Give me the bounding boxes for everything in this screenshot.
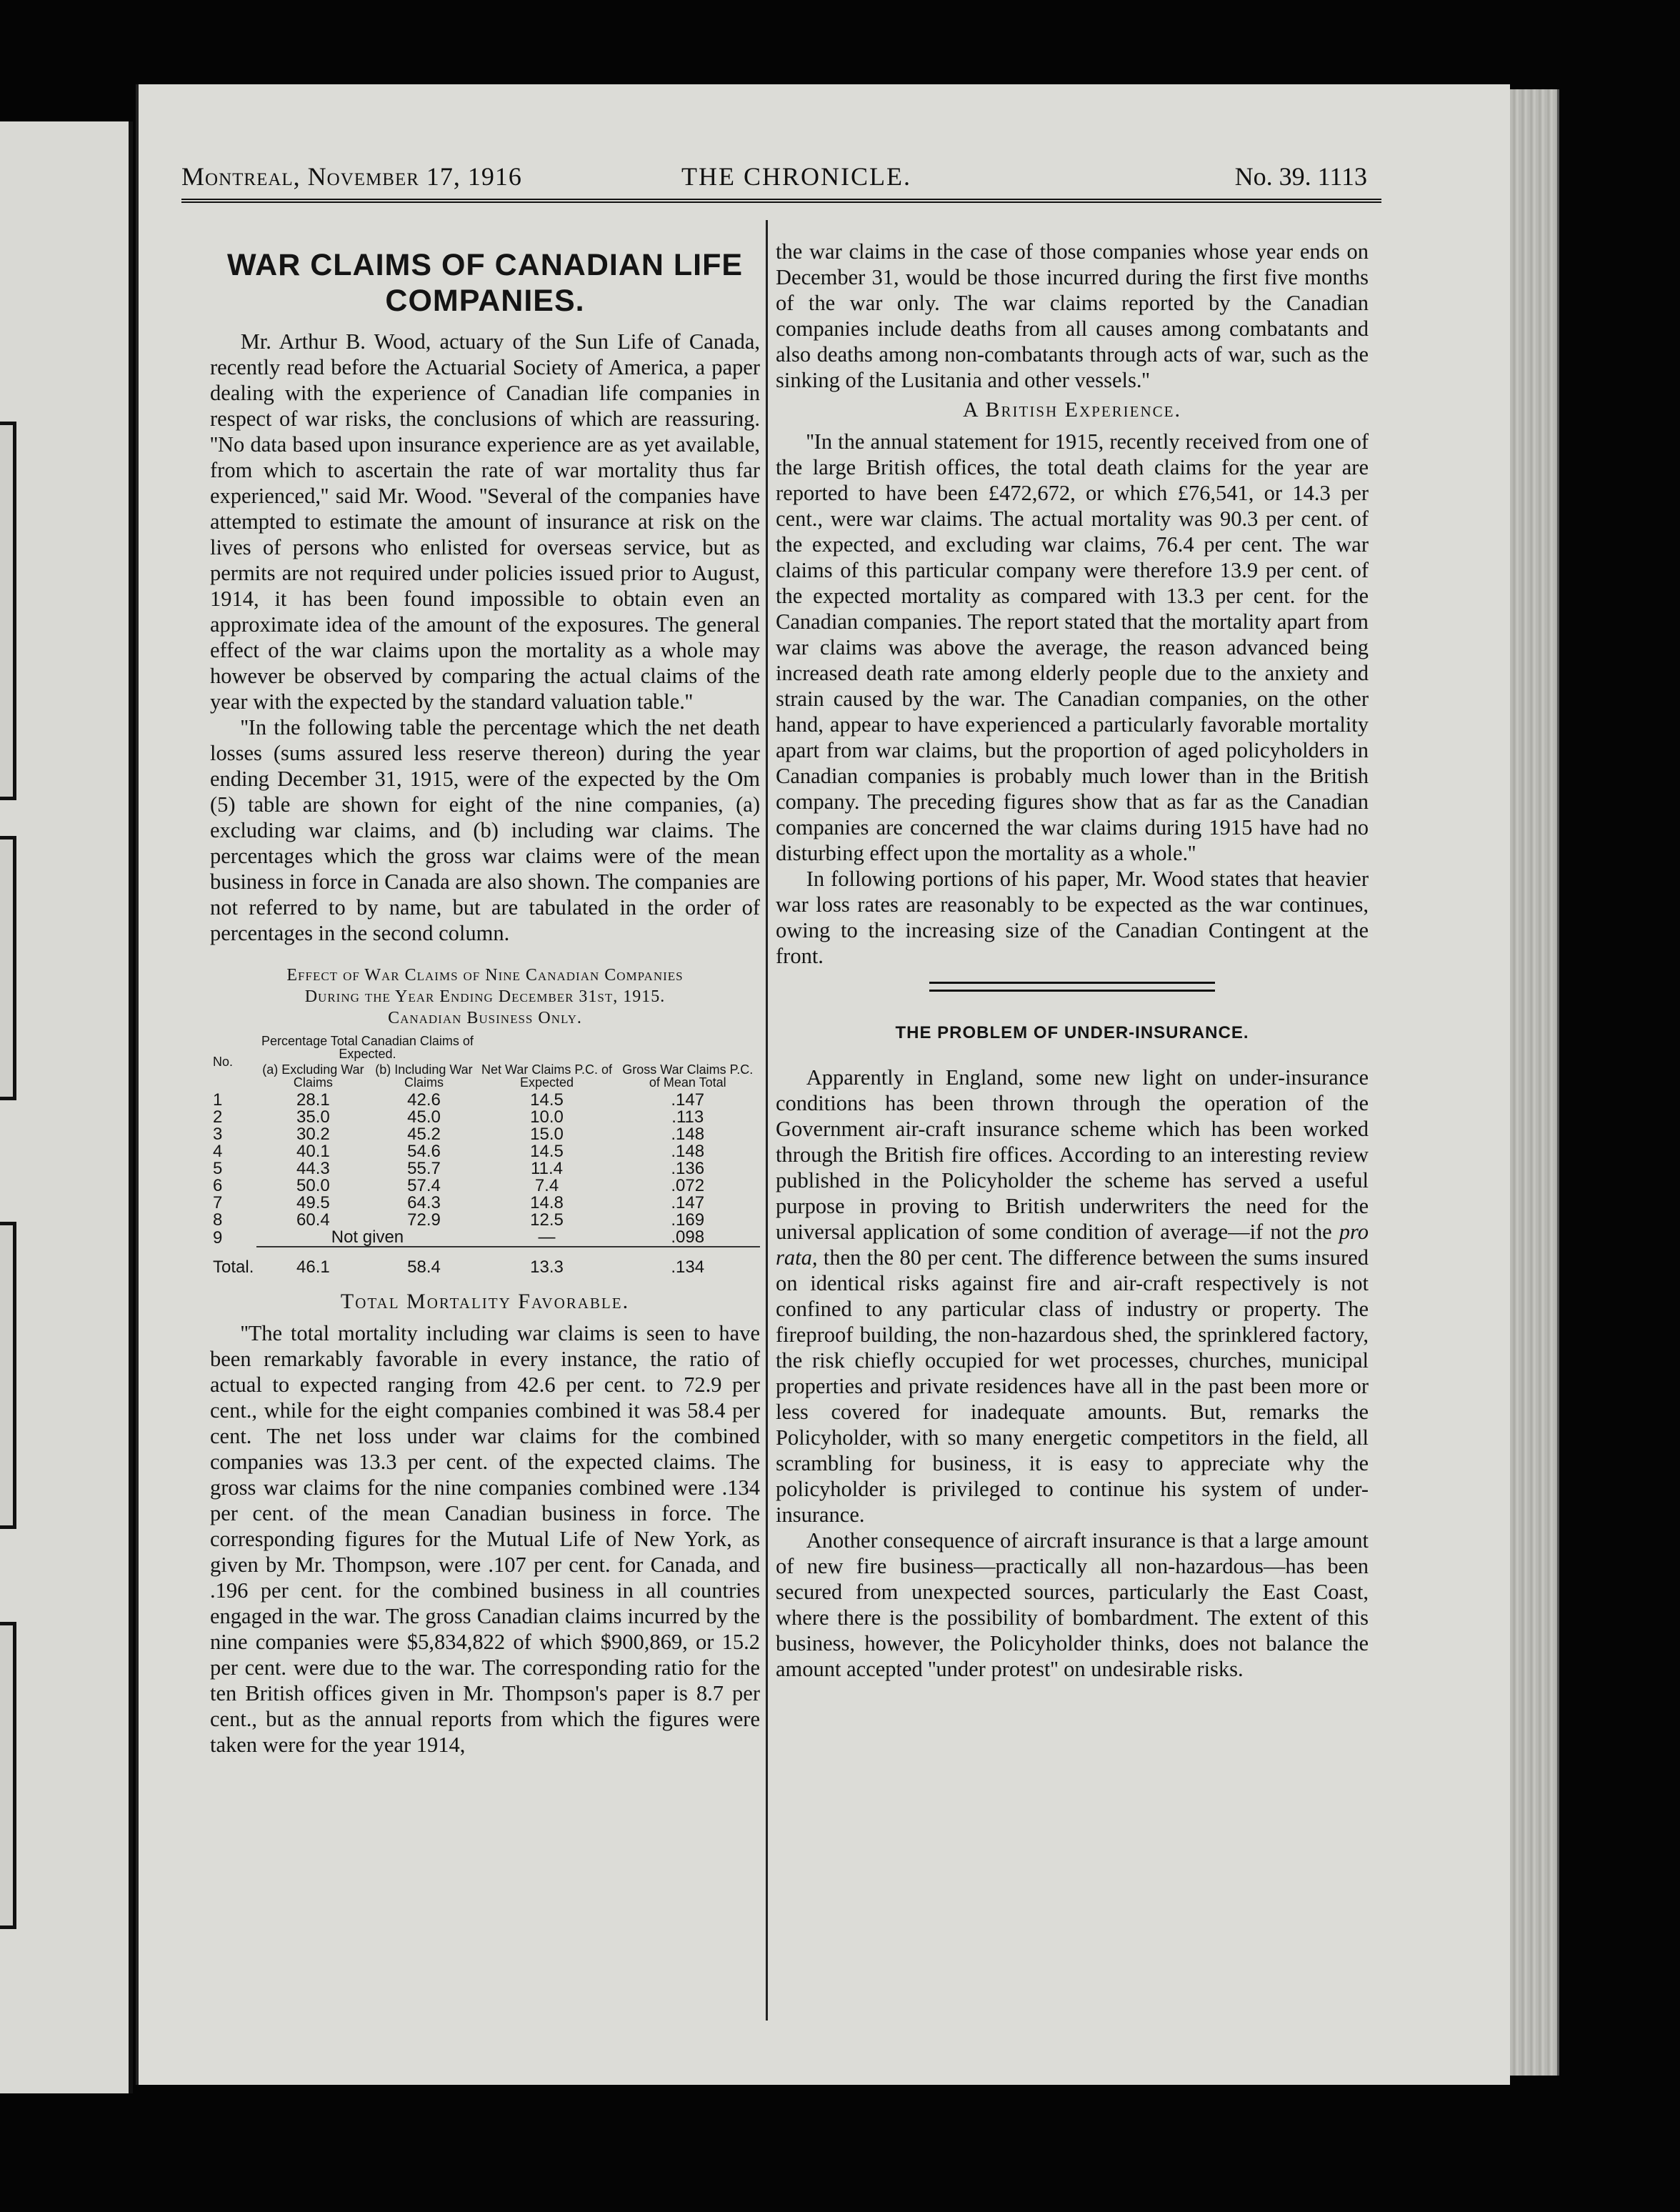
war-claims-table <box>210 1035 760 1276</box>
col-header-a: (a) Excluding War Claims <box>262 1062 364 1090</box>
newspaper-page <box>136 84 1510 2085</box>
table-row: 2 35.0 45.0 10.0 .113 <box>213 1107 704 1127</box>
article-title: THE PROBLEM OF UNDER-INSURANCE. <box>895 1023 1249 1042</box>
col-header-no: No. <box>213 1055 234 1069</box>
table-row: 1 28.1 42.6 14.5 .147 <box>213 1090 705 1110</box>
col-header-net: Net War Claims P.C. of Expected <box>481 1062 613 1090</box>
header-dateline: Montreal, November 17, 1916 <box>181 162 522 191</box>
table-row: 8 60.4 72.9 12.5 .169 <box>213 1210 705 1230</box>
adjacent-page-frame <box>0 836 16 1100</box>
adjacent-page-frame <box>0 1222 16 1529</box>
column-rule <box>766 220 768 2021</box>
table-row: 3 30.2 45.2 15.0 .148 <box>213 1125 705 1144</box>
article-paragraph-continued: the war claims in the case of those companies whose year ends on December 31, would be those incurred during the first five months of the war only. The war claims reported by the Canadian companies include deaths from all causes among combatants and also deaths among non-combatants through acts of war, such as the sinking of the Lusitania and other vessels.'' <box>776 239 1369 392</box>
article-paragraph: In following portions of his paper, Mr. Wood states that heavier war loss rates are reasonably to be expected as the war continues, owing to the increasing size of the Canadian Contingent at the front. <box>776 867 1369 968</box>
header-rule <box>181 199 1381 203</box>
header-page-number: No. 39. 1113 <box>1234 162 1367 191</box>
section-subhead: Total Mortality Favorable. <box>340 1290 630 1313</box>
article-paragraph: ''In the following table the percentage which the net death losses (sums assured less reserve thereon) during the year ending December 31, 1915, were of the expected by the Om (5) table are shown for eight of the nine companies, (a) excluding war claims, and (b) including war claims. The percentages which the gross war claims were of the mean business in force in Canada are also shown. The companies are not referred to by name, but are tabulated in the order of percentages in the second column. <box>210 715 760 945</box>
col-header-gross: Gross War Claims P.C. of Mean Total <box>622 1062 754 1090</box>
table-row: 5 44.3 55.7 11.4 .136 <box>213 1159 705 1178</box>
table-total-row: Total. 46.1 58.4 13.3 .134 <box>210 1247 760 1276</box>
article-title: WAR CLAIMS OF CANADIAN LIFE COMPANIES. <box>226 248 744 318</box>
article-paragraph: ''In the annual statement for 1915, recently received from one of the large British offices, the total death claims for the year are reported to have been £472,672, or which £76,541, or 14.3 per cent., were war claims. The actual mortality was 90.3 per cent. of the expected, and excluding war claims, 76.4 per cent. The war claims of this particular company were therefore 13.9 per cent. of the expected mortality as compared with 13.3 per cent. for the Canadian companies. The report stated that the mortality apart from war claims was above the average, the reason advanced being increased death rate among elderly people due to the anxiety and strain caused by the war. The Canadian companies, on the other hand, appear to have experienced a particularly favorable mortality apart from war claims, but the proportion of aged policyholders in Canadian companies is probably much lower than in the British company. The preceding figures show that as far as the Canadian companies are concerned the war claims during 1915 have had no disturbing effect upon the mortality as a whole.'' <box>776 429 1369 865</box>
adjacent-page-frame <box>0 422 16 800</box>
table-row: 7 49.5 64.3 14.8 .147 <box>213 1193 705 1212</box>
column-left <box>210 243 760 1758</box>
table-row: 6 50.0 57.4 7.4 .072 <box>213 1176 705 1195</box>
adjacent-page-edge <box>0 121 133 2093</box>
table-row: 4 40.1 54.6 14.5 .148 <box>213 1142 705 1161</box>
col-header-b: (b) Including War Claims <box>375 1062 473 1090</box>
article-paragraph: Another consequence of aircraft insurance is that a large amount of new fire business—practically all non-hazardous—has been secured from unexpected sources, particularly the East Coast, where there is the possibility of bombardment. The extent of this business, however, the Policyholder thinks, does not balance the amount accepted ''under protest'' on undesirable risks. <box>776 1528 1369 1681</box>
header-publication: THE CHRONICLE. <box>681 162 911 191</box>
column-right <box>776 239 1369 1682</box>
running-header <box>181 161 1489 204</box>
adjacent-page-frame <box>0 1622 16 1929</box>
article-divider <box>929 982 1215 992</box>
section-subhead: A British Experience. <box>962 398 1181 422</box>
table-row: 9 Not given — .098 <box>213 1227 705 1247</box>
table-title: Effect of War Claims of Nine Canadian Companies During the Year Ending December 31st, 1915. Canadian Business Only. <box>286 966 684 1027</box>
col-header-group: Percentage Total Canadian Claims of Expected. <box>261 1034 474 1061</box>
article-paragraph: Apparently in England, some new light on under-insurance conditions has been thrown through the operation of the Government air-craft insurance scheme which has been worked through the British fire offices. According to an interesting review published in the Policyholder the scheme has served a useful purpose in proving to British underwriters the need for the universal application of some condition of average—if not the pro rata, then the 80 per cent. The difference between the sums insured on identical risks against fire and air-craft respectively is not confined to any particular class of industry or property. The fireproof building, the non-hazardous shed, the sprinklered factory, the risk chiefly occupied for wet processes, churches, municipal properties and private residences have all in the past been more or less covered for inadequate amounts. But, remarks the Policyholder, with so many energetic competitors in the field, all scrambling for business, it is easy to appreciate why the policyholder is privileged to continue his system of under-insurance. <box>776 1065 1369 1527</box>
article-paragraph: ''The total mortality including war claims is seen to have been remarkably favorable in every instance, the ratio of actual to expected ranging from 42.6 per cent. to 72.9 per cent., while for the eight companies combined it was 58.4 per cent. The net loss under war claims for the combined companies was 13.3 per cent. of the expected claims. The gross war claims for the nine companies combined were .134 per cent. of the mean Canadian business in force. The corresponding figures for the Mutual Life of New York, as given by Mr. Thompson, were .107 per cent. for Canada, and .196 per cent. for the combined business in all countries engaged in the war. The gross Canadian claims incurred by the nine companies were $5,834,822 of which $900,869, or 15.2 per cent. were due to the war. The corresponding ratio for the ten British offices given in Mr. Thompson's paper is 8.7 per cent., but as the annual reports from which the figures were taken were for the year 1914, <box>210 1321 760 1757</box>
article-paragraph: Mr. Arthur B. Wood, actuary of the Sun Life of Canada, recently read before the Actuarial Society of America, a paper dealing with the experience of Canadian life companies in respect of war risks, the conclusions of which are reassuring. ''No data based upon insurance experience are as yet available, from which to ascertain the rate of war mortality thus far experienced,'' said Mr. Wood. ''Several of the companies have attempted to estimate the amount of insurance at risk on the lives of persons who enlisted for overseas service, but as permits are not required under policies issued prior to August, 1914, it has been found impossible to obtain even an approximate idea of the amount of the exposures. The general effect of the war claims upon the mortality as a whole may however be observed by comparing the actual claims of the year with the expected by the standard valuation table.'' <box>210 329 760 714</box>
